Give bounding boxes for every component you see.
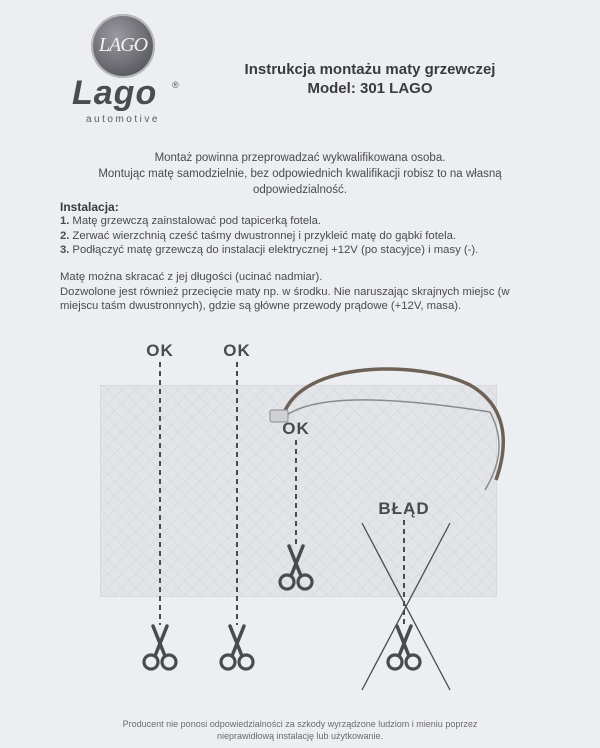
intro-line-2: Montując matę samodzielnie, bez odpowiednich kwalifikacji robisz to na własną: [98, 168, 502, 180]
logo-monogram: LAGO: [98, 34, 148, 56]
step-text: Matę grzewczą zainstalować pod tapicerką fotela.: [72, 215, 322, 227]
registered-mark: ®: [172, 80, 179, 90]
title-line-2: Model: 301 LAGO: [307, 80, 433, 97]
ok-label-2: OK: [223, 341, 251, 360]
intro-line-3: odpowiedzialność.: [253, 184, 347, 196]
title-line-1: Instrukcja montażu maty grzewczej: [244, 61, 496, 78]
installation-heading: Instalacja:: [60, 200, 119, 214]
ok-label-1: OK: [146, 341, 174, 360]
note-line-2: Dozwolone jest również przecięcie maty np. w środku. Nie naruszając skrajnych miejsc (w: [60, 285, 510, 298]
step-number: 2.: [60, 229, 70, 242]
scissors-icon: [280, 546, 312, 589]
footer-line-2: nieprawidłową instalację lub użytkowanie.: [216, 731, 384, 741]
step-text: Zerwać wierzchnią cześć taśmy dwustronnej i przykleić matę do gąbki fotela.: [72, 229, 457, 242]
step-number: 1.: [60, 215, 70, 227]
brand-name: Lago: [72, 74, 158, 112]
ok-label-3: OK: [282, 419, 310, 438]
intro-line-1: Montaż powinna przeprowadzać wykwalifikowana osoba.: [154, 152, 446, 164]
disclaimer-footer: [40, 718, 560, 742]
note-line-1: Matę można skracać z jej długości (ucinać nadmiar).: [60, 271, 323, 283]
wrong-label: BŁĄD: [378, 499, 430, 518]
note-line-3: miejscu taśm dwustronnych), gdzie są główne przewody prądowe (+12V, masa).: [60, 300, 462, 312]
footer-line-1: Producent nie ponosi odpowiedzialności za szkody wyrządzone ludziom i mieniu poprzez: [122, 719, 478, 729]
scissors-icon: [221, 626, 253, 669]
brand-subtitle: automotive: [86, 114, 160, 125]
step-number: 3.: [60, 244, 70, 256]
power-cable-wire: [283, 400, 499, 490]
power-cable: [283, 369, 503, 480]
step-text: Podłączyć matę grzewczą do instalacji elektrycznej +12V (po stacyjce) i masy (-).: [72, 244, 479, 256]
scissors-icon: [144, 626, 176, 669]
